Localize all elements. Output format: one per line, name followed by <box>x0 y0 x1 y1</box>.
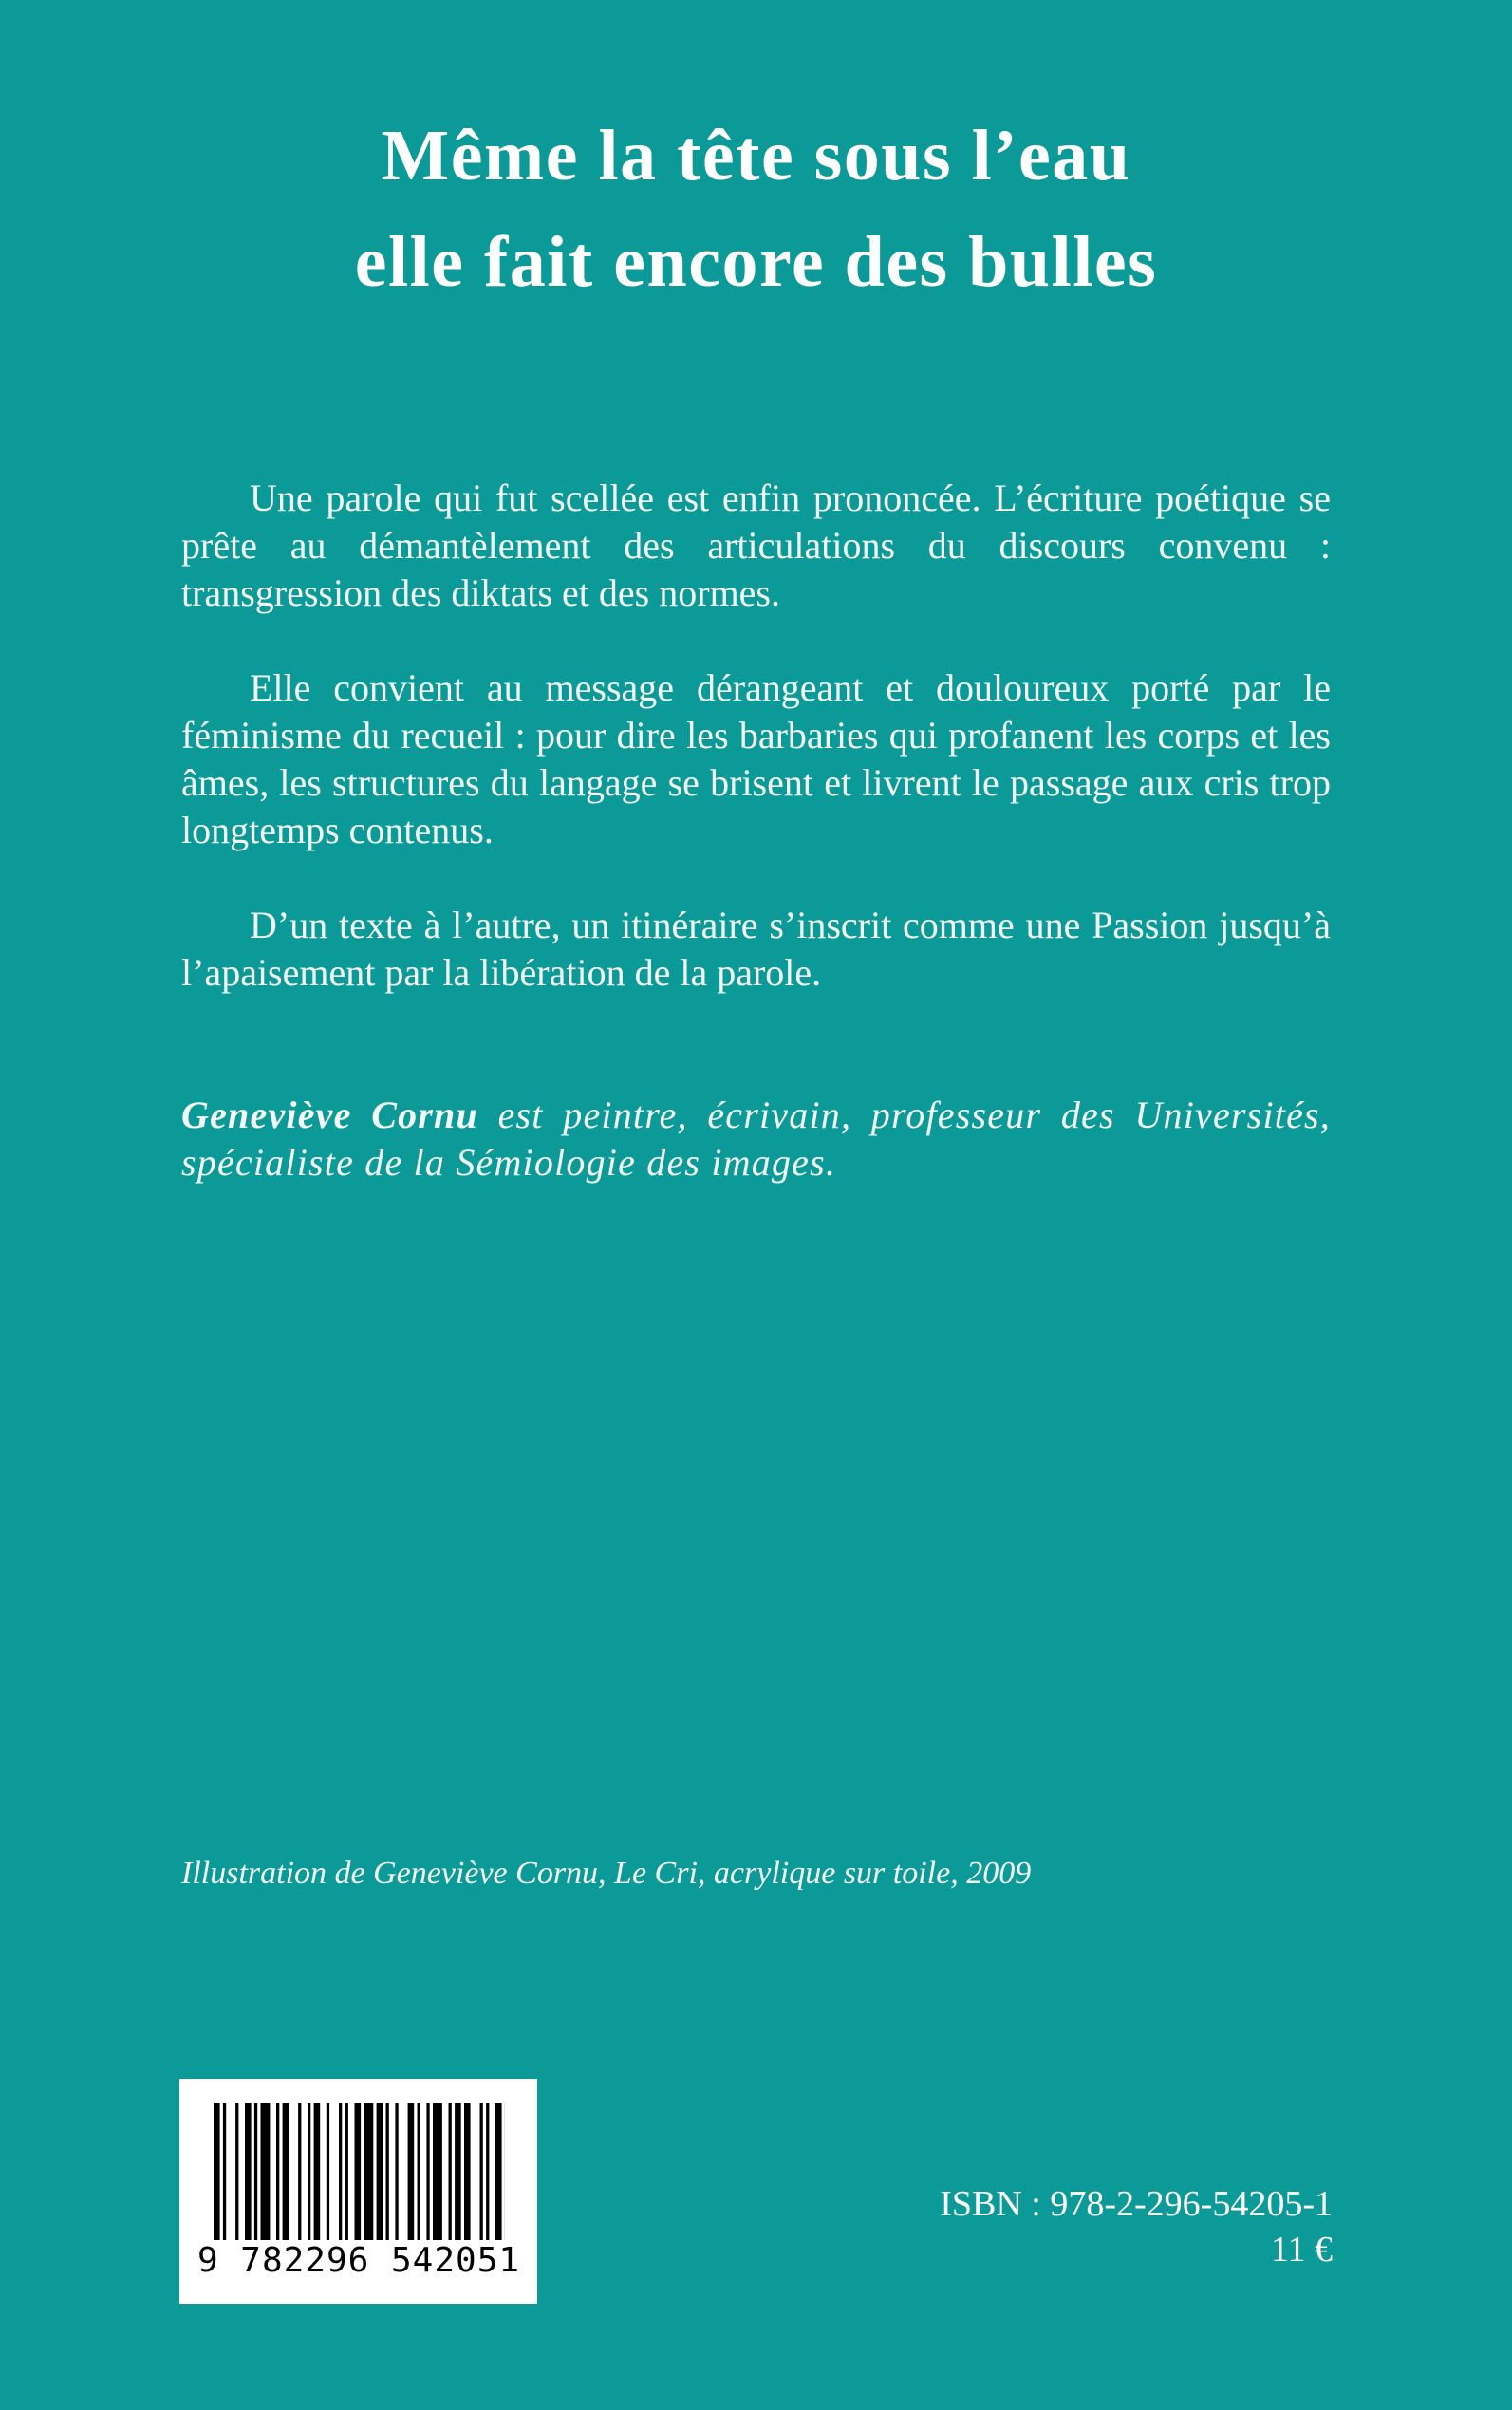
price: 11 € <box>1270 2230 1333 2270</box>
author-name: Geneviève Cornu <box>181 1093 478 1136</box>
blurb-paragraph-3-text: D’un texte à l’autre, un itinéraire s’inscrit comme une Passion jusqu’à l’apaisement par la libération de la parole. <box>181 904 1331 994</box>
barcode-bar <box>495 2103 502 2240</box>
barcode-bar <box>339 2103 342 2240</box>
illustration-credit: Illustration de Geneviève Cornu, Le Cri, acrylique sur toile, 2009 <box>181 1856 1032 1891</box>
title-line-1: Même la tête sous l’eau <box>381 116 1131 196</box>
barcode-bar <box>327 2103 329 2240</box>
barcode-bar <box>433 2103 442 2240</box>
barcode-bar <box>426 2103 429 2240</box>
barcode-bar <box>283 2103 289 2240</box>
book-title <box>0 103 1512 315</box>
barcode-bar <box>408 2103 415 2240</box>
barcode-bar <box>245 2103 252 2240</box>
barcode-bar <box>345 2103 348 2240</box>
barcode-bar <box>235 2103 238 2240</box>
barcode <box>179 2079 537 2304</box>
isbn: ISBN : 978-2-296-54205-1 <box>940 2184 1333 2224</box>
barcode-bar <box>480 2103 483 2240</box>
barcode-bar <box>395 2103 398 2240</box>
barcode-bar <box>355 2103 362 2240</box>
barcode-bar <box>223 2103 226 2240</box>
barcode-bar <box>298 2103 301 2240</box>
barcode-bar <box>449 2103 452 2240</box>
barcode-bar <box>364 2103 373 2240</box>
barcode-bar <box>214 2103 220 2240</box>
blurb-paragraph-1 <box>181 475 1331 617</box>
barcode-bar <box>308 2103 310 2240</box>
barcode-bar <box>455 2103 461 2240</box>
blurb-paragraph-2 <box>181 664 1331 854</box>
barcode-bar <box>377 2103 383 2240</box>
barcode-bar <box>314 2103 321 2240</box>
blurb-paragraph-2-text: Elle convient au message dérangeant et douloureux porté par le féminisme du recueil : pour dire les barbaries qui profanent les corps et les âmes, les structures du langage se brisent et livrent le passage aux cris trop longtemps contenus. <box>181 666 1331 851</box>
blurb-paragraph-3 <box>181 902 1331 997</box>
barcode-bar <box>464 2103 471 2240</box>
barcode-bar <box>261 2103 271 2240</box>
barcode-bar <box>276 2103 279 2240</box>
barcode-bar <box>486 2103 489 2240</box>
author-bio-text: est peintre, écrivain, professeur des Universités, spécialiste de la Sémiologie des images. <box>181 1093 1331 1184</box>
barcode-bar <box>254 2103 257 2240</box>
blurb-paragraph-1-text: Une parole qui fut scellée est enfin prononcée. L’écriture poétique se prête au démantèlement des articulations du discours convenu : transgression des diktats et des normes. <box>181 476 1331 614</box>
author-bio <box>181 1092 1331 1186</box>
barcode-digits: 9 782296 542051 <box>196 2241 521 2280</box>
barcode-bar <box>386 2103 389 2240</box>
barcode-bar <box>418 2103 420 2240</box>
title-line-2: elle fait encore des bulles <box>354 222 1158 302</box>
